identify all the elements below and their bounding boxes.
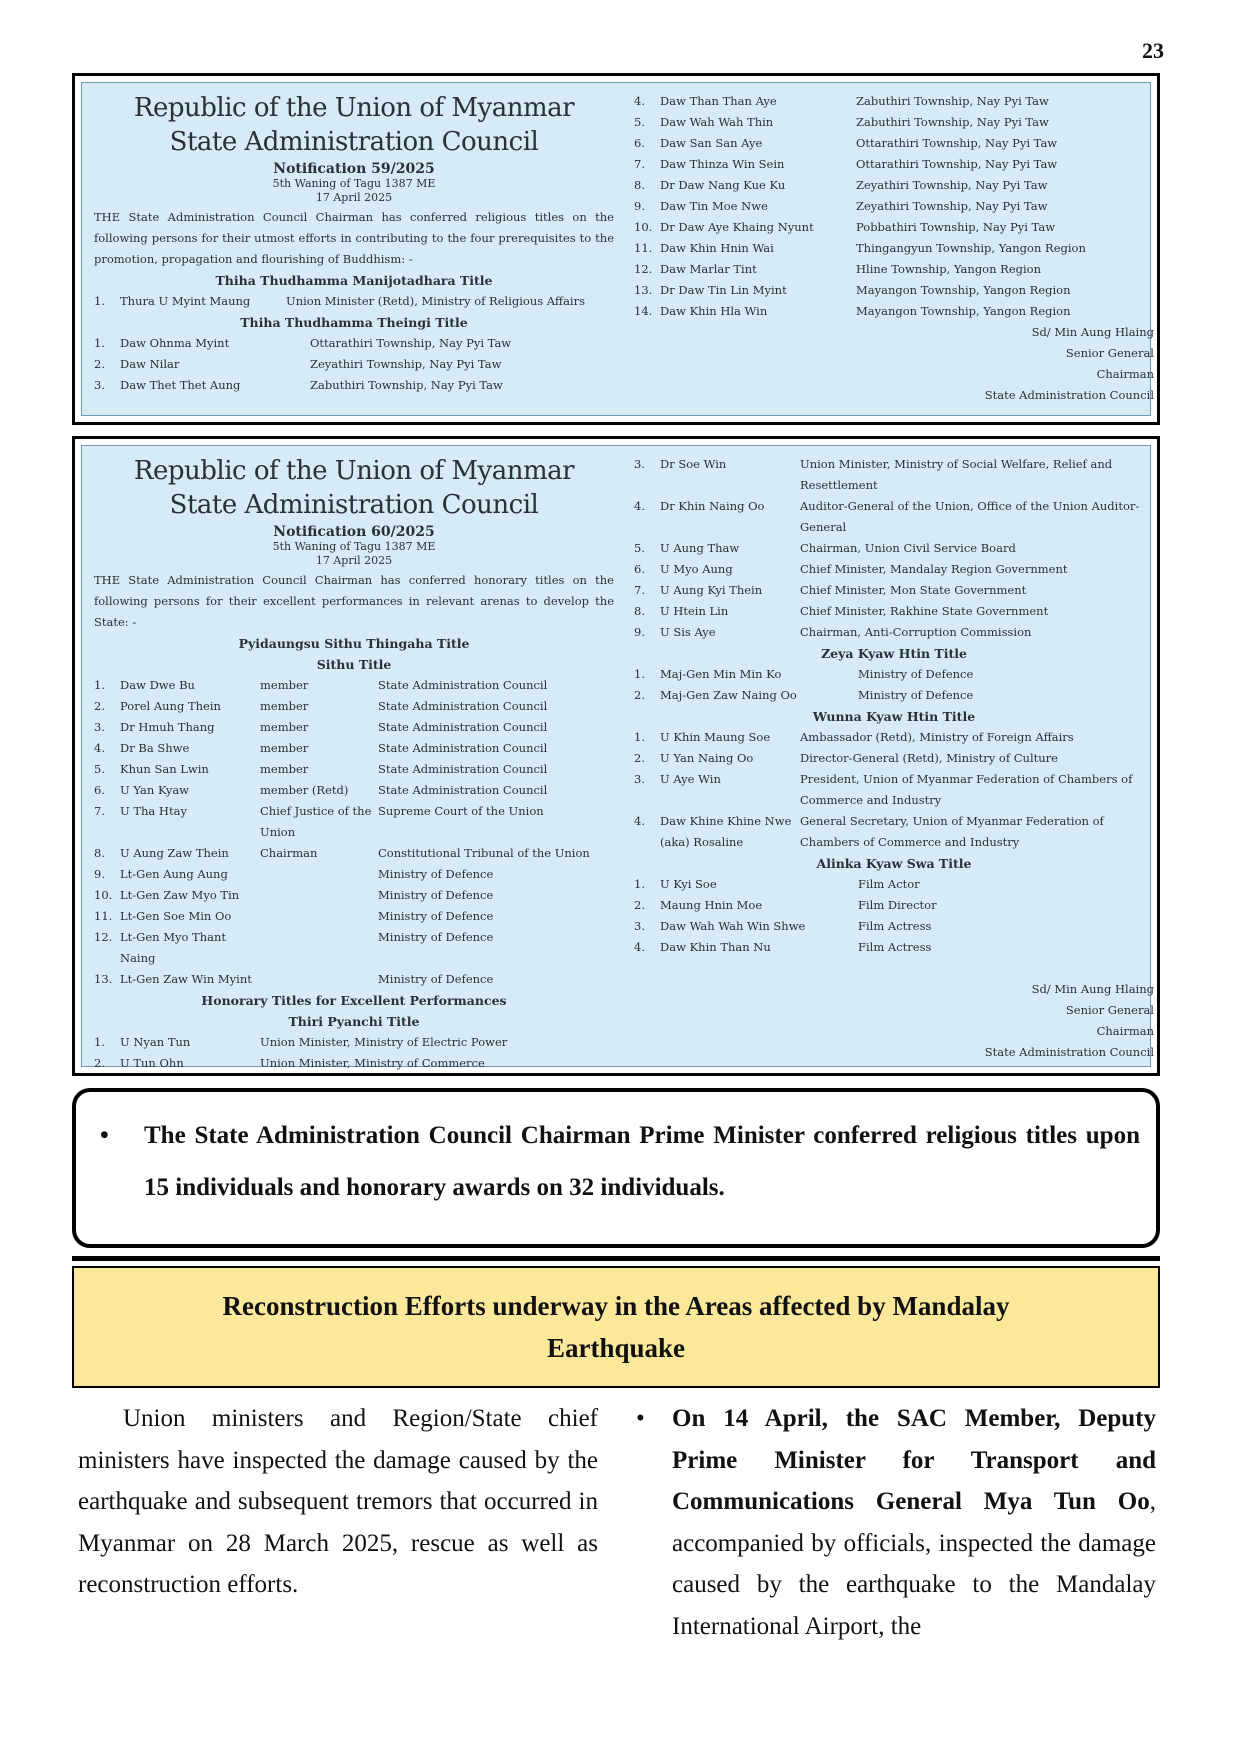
item-number: 14. [634, 304, 653, 318]
list-item [94, 969, 614, 990]
item-name: U Aye Win [660, 772, 721, 786]
item-name: Daw Khin Hnin Wai [660, 241, 774, 255]
list-item [94, 885, 614, 906]
item-number: 3. [634, 772, 645, 786]
item-number: 2. [634, 751, 645, 765]
item-number: 13. [94, 972, 113, 986]
item-number: 1. [634, 877, 645, 891]
bullet-paragraph [672, 1398, 1156, 1647]
item-org: Chief Minister, Mon State Government [800, 583, 1027, 597]
list-item [634, 622, 1154, 643]
item-org: Ministry of Defence [378, 930, 494, 944]
item-org: Ministry of Defence [378, 888, 494, 902]
list-item [634, 238, 1154, 259]
signature-line: Sd/ Min Aung Hlaing [1031, 325, 1154, 339]
notification-60-box [72, 436, 1160, 1076]
item-number: 2. [634, 688, 645, 702]
item-name: Daw Khin Than Nu [660, 940, 771, 954]
list-item [94, 1032, 614, 1053]
signature-line: State Administration Council [984, 388, 1154, 402]
item-place: Zeyathiri Township, Nay Pyi Taw [856, 199, 1048, 213]
list-item [94, 1053, 614, 1074]
title-heading: Zeya Kyaw Htin Title [821, 646, 967, 661]
item-name: U Yan Kyaw [120, 783, 190, 797]
title-heading: Sithu Title [316, 657, 392, 672]
item-name: Dr Khin Naing Oo [660, 499, 765, 513]
republic-line1: Republic of the Union of Myanmar [133, 93, 575, 123]
title-heading: Thiri Pyanchi Title [288, 1014, 420, 1029]
item-org: State Administration Council [378, 720, 548, 734]
item-org: Ministry of Defence [378, 972, 494, 986]
title-heading: Thiha Thudhamma Theingi Title [240, 315, 468, 330]
item-org: Ministry of Defence [378, 867, 494, 881]
signature-block [634, 979, 1154, 1063]
article-headline: Reconstruction Efforts underway in the Areas affected by Mandalay Earthquake [72, 1266, 1160, 1388]
item-org: Union Minister, Ministry of Electric Power [260, 1035, 508, 1049]
item-name: Daw Khin Hla Win [660, 304, 768, 318]
notification-number: Notification 60/2025 [273, 524, 435, 540]
republic-heading [94, 454, 614, 522]
item-role [260, 885, 378, 906]
signature-line: Chairman [1096, 1024, 1154, 1038]
item-number: 5. [634, 115, 645, 129]
list-item [634, 538, 1154, 559]
item-place: Ottarathiri Township, Nay Pyi Taw [856, 157, 1058, 171]
item-org: Film Director [858, 898, 937, 912]
date-gregorian: 17 April 2025 [315, 191, 393, 204]
item-number: 8. [634, 178, 645, 192]
bold-lead: On 14 April, the SAC Member, Deputy Prime Minister for Transport and Communications General Mya Tun Oo [672, 1405, 1156, 1515]
list-item [634, 133, 1154, 154]
signature-line: Senior General [1065, 346, 1154, 360]
item-place: Union Minister (Retd), Ministry of Religious Affairs [286, 294, 586, 308]
body-paragraph: Union ministers and Region/State chief ministers have inspected the damage caused by the earthquake and subsequent tremors that occurred in Myanmar on 28 March 2025, rescue as well as reconstruction efforts. [78, 1405, 598, 1598]
intro-paragraph: THE State Administration Council Chairman has conferred honorary titles on the following persons for their excellent performances in relevant arenas to develop the State: - [94, 573, 614, 629]
item-number: 3. [94, 378, 105, 392]
item-place: Ottarathiri Township, Nay Pyi Taw [310, 336, 512, 350]
paragraph-rest: , accompanied by officials, inspected the damage caused by the earthquake to the Mandalay International Airport, the [672, 1488, 1156, 1640]
list-item [634, 217, 1154, 238]
item-org: Ministry of Defence [858, 688, 974, 702]
item-number: 5. [634, 541, 645, 555]
item-org: General Secretary, Union of Myanmar Federation of Chambers of Commerce and Industry [800, 814, 1104, 849]
item-name: U Myo Aung [660, 562, 733, 576]
item-number: 3. [634, 919, 645, 933]
item-number: 6. [94, 783, 105, 797]
item-role [260, 906, 378, 927]
title-heading: Alinka Kyaw Swa Title [816, 856, 972, 871]
item-number: 11. [634, 241, 653, 255]
item-org: State Administration Council [378, 741, 548, 755]
item-place: Zabuthiri Township, Nay Pyi Taw [310, 378, 503, 392]
item-name: U Kyi Soe [660, 877, 717, 891]
item-name: Daw Tin Moe Nwe [660, 199, 768, 213]
republic-line2: State Administration Council [169, 127, 539, 157]
article-body-left [78, 1398, 598, 1606]
item-place: Zabuthiri Township, Nay Pyi Taw [856, 115, 1049, 129]
list-item [94, 354, 614, 375]
list-item [634, 916, 1154, 937]
item-number: 8. [94, 846, 105, 860]
item-org: Union Minister, Ministry of Social Welfare, Relief and Resettlement [800, 457, 1113, 492]
item-number: 13. [634, 283, 653, 297]
item-org: Union Minister, Ministry of Commerce [260, 1056, 485, 1070]
list-item [634, 601, 1154, 622]
bullet-icon: • [100, 1122, 109, 1149]
list-item [94, 906, 614, 927]
item-org: President, Union of Myanmar Federation of Chambers of Commerce and Industry [800, 772, 1133, 807]
list-item [94, 717, 614, 738]
item-name: Daw Than Than Aye [660, 94, 777, 108]
republic-line2: State Administration Council [169, 490, 539, 520]
list-item [94, 801, 614, 843]
list-item [634, 454, 1154, 496]
summary-callout [72, 1088, 1160, 1248]
item-name: Lt-Gen Myo Thant Naing [120, 930, 227, 965]
item-number: 8. [634, 604, 645, 618]
list-item [634, 496, 1154, 538]
item-number: 1. [634, 667, 645, 681]
list-item [634, 664, 1154, 685]
list-item [634, 685, 1154, 706]
list-item [94, 927, 614, 969]
item-name: Lt-Gen Zaw Win Myint [120, 972, 252, 986]
list-item [634, 727, 1154, 748]
item-org: Auditor-General of the Union, Office of the Union Auditor-General [800, 499, 1140, 534]
title-heading: Honorary Titles for Excellent Performances [201, 993, 507, 1008]
list-item [94, 738, 614, 759]
item-number: 3. [94, 720, 105, 734]
item-role: member (Retd) [260, 783, 349, 797]
item-name: Daw San San Aye [660, 136, 763, 150]
list-item [634, 748, 1154, 769]
list-item [634, 196, 1154, 217]
item-role: member [260, 678, 309, 692]
item-number: 6. [634, 562, 645, 576]
item-name: Dr Daw Aye Khaing Nyunt [660, 220, 814, 234]
item-name: Dr Hmuh Thang [120, 720, 215, 734]
notice2-left-column [94, 454, 614, 1074]
item-role: member [260, 699, 309, 713]
item-name: U Aung Kyi Thein [660, 583, 763, 597]
item-place: Zabuthiri Township, Nay Pyi Taw [856, 94, 1049, 108]
item-number: 5. [94, 762, 105, 776]
item-org: Supreme Court of the Union [378, 804, 544, 818]
item-name: Dr Daw Tin Lin Myint [660, 283, 787, 297]
item-number: 1. [634, 730, 645, 744]
item-number: 4. [634, 94, 645, 108]
date-lunar: 5th Waning of Tagu 1387 ME [272, 540, 436, 553]
list-item [634, 895, 1154, 916]
item-name: U Sis Aye [660, 625, 716, 639]
item-name: Dr Soe Win [660, 457, 727, 471]
item-place: Ottarathiri Township, Nay Pyi Taw [856, 136, 1058, 150]
article-body-right [636, 1398, 1156, 1647]
item-number: 2. [634, 898, 645, 912]
item-number: 1. [94, 336, 105, 350]
item-number: 6. [634, 136, 645, 150]
item-number: 10. [94, 888, 113, 902]
item-place: Pobbathiri Township, Nay Pyi Taw [856, 220, 1056, 234]
signature-line: Chairman [1096, 367, 1154, 381]
item-number: 4. [94, 741, 105, 755]
item-number: 11. [94, 909, 113, 923]
date-lunar: 5th Waning of Tagu 1387 ME [272, 177, 436, 190]
item-name: Daw Ohnma Myint [120, 336, 230, 350]
intro-paragraph: THE State Administration Council Chairman has conferred religious titles on the following persons for their utmost efforts in contributing to the four prerequisites to the promotion, propagation and flourishing of Buddhism: - [94, 210, 614, 266]
signature-line: Sd/ Min Aung Hlaing [1031, 982, 1154, 996]
item-org: Chairman, Union Civil Service Board [800, 541, 1016, 555]
item-name: Thura U Myint Maung [120, 294, 251, 308]
item-org: State Administration Council [378, 678, 548, 692]
item-number: 1. [94, 1035, 105, 1049]
list-item [634, 91, 1154, 112]
item-place: Mayangon Township, Yangon Region [856, 283, 1071, 297]
item-org: State Administration Council [378, 783, 548, 797]
item-number: 1. [94, 678, 105, 692]
list-item [634, 811, 1154, 853]
item-place: Mayangon Township, Yangon Region [856, 304, 1071, 318]
item-name: Daw Khine Khine Nwe (aka) Rosaline [660, 814, 792, 849]
list-item [634, 874, 1154, 895]
notice1-left-column [94, 91, 614, 396]
item-name: Dr Ba Shwe [120, 741, 190, 755]
item-org: Film Actress [858, 940, 932, 954]
item-number: 1. [94, 294, 105, 308]
item-number: 2. [94, 699, 105, 713]
item-number: 9. [94, 867, 105, 881]
item-name: Daw Marlar Tint [660, 262, 757, 276]
item-name: Lt-Gen Soe Min Oo [120, 909, 232, 923]
title-heading: Thiha Thudhamma Manijotadhara Title [215, 273, 493, 288]
item-name: Dr Daw Nang Kue Ku [660, 178, 786, 192]
item-name: U Nyan Tun [120, 1035, 191, 1049]
page-number: 23 [1142, 38, 1164, 63]
item-number: 7. [94, 804, 105, 818]
item-org: Chief Minister, Mandalay Region Government [800, 562, 1068, 576]
list-item [634, 580, 1154, 601]
item-org: Chairman, Anti-Corruption Commission [800, 625, 1032, 639]
item-number: 3. [634, 457, 645, 471]
list-item [94, 696, 614, 717]
section-divider [72, 1256, 1160, 1261]
item-name: Maung Hnin Moe [660, 898, 763, 912]
item-org: Ministry of Defence [378, 909, 494, 923]
item-number: 7. [634, 583, 645, 597]
bullet-icon: • [636, 1405, 645, 1432]
list-item [94, 333, 614, 354]
item-org: Constitutional Tribunal of the Union [378, 846, 590, 860]
item-name: U Khin Maung Soe [660, 730, 771, 744]
list-item [94, 675, 614, 696]
item-number: 4. [634, 814, 645, 828]
item-number: 2. [94, 1056, 105, 1070]
item-org: State Administration Council [378, 699, 548, 713]
notice2-right-column [634, 454, 1154, 1063]
item-number: 4. [634, 940, 645, 954]
item-name: Daw Wah Wah Thin [660, 115, 774, 129]
item-role: member [260, 720, 309, 734]
item-org: Ambassador (Retd), Ministry of Foreign Affairs [800, 730, 1074, 744]
signature-line: Senior General [1065, 1003, 1154, 1017]
item-name: Daw Nilar [120, 357, 180, 371]
item-place: Thingangyun Township, Yangon Region [856, 241, 1086, 255]
item-org: Film Actor [858, 877, 920, 891]
republic-heading [94, 91, 614, 159]
list-item [634, 769, 1154, 811]
notification-number: Notification 59/2025 [273, 161, 435, 177]
item-name: Daw Wah Wah Win Shwe [660, 919, 806, 933]
item-number: 4. [634, 499, 645, 513]
item-place: Zeyathiri Township, Nay Pyi Taw [856, 178, 1048, 192]
item-org: State Administration Council [378, 762, 548, 776]
item-org: Director-General (Retd), Ministry of Culture [800, 751, 1058, 765]
item-name: Daw Dwe Bu [120, 678, 195, 692]
signature-line: State Administration Council [984, 1045, 1154, 1059]
list-item [634, 154, 1154, 175]
signature-block [634, 322, 1154, 406]
list-item [634, 559, 1154, 580]
list-item [634, 259, 1154, 280]
callout-text: The State Administration Council Chairman Prime Minister conferred religious titles upon 15 individuals and honorary awards on 32 individuals. [144, 1122, 1140, 1201]
item-number: 9. [634, 199, 645, 213]
item-name: U Aung Thaw [660, 541, 740, 555]
list-item [634, 112, 1154, 133]
list-item [94, 759, 614, 780]
item-name: Maj-Gen Zaw Naing Oo [660, 688, 797, 702]
list-item [94, 780, 614, 801]
item-role [260, 927, 378, 969]
item-role: member [260, 762, 309, 776]
item-number: 9. [634, 625, 645, 639]
item-name: Khun San Lwin [120, 762, 209, 776]
item-name: Daw Thinza Win Sein [660, 157, 785, 171]
item-place: Zeyathiri Township, Nay Pyi Taw [310, 357, 502, 371]
item-name: Maj-Gen Min Min Ko [660, 667, 782, 681]
item-name: Porel Aung Thein [120, 699, 221, 713]
title-heading: Pyidaungsu Sithu Thingaha Title [238, 636, 470, 651]
item-org: Chief Minister, Rakhine State Government [800, 604, 1049, 618]
item-name: U Tha Htay [120, 804, 187, 818]
item-name: Daw Thet Thet Aung [120, 378, 241, 392]
item-role: Chief Justice of the Union [260, 804, 372, 839]
title-heading: Wunna Kyaw Htin Title [812, 709, 976, 724]
item-name: U Tun Ohn [120, 1056, 184, 1070]
item-role: member [260, 741, 309, 755]
list-item [634, 301, 1154, 322]
item-name: Lt-Gen Zaw Myo Tin [120, 888, 240, 902]
list-item [634, 280, 1154, 301]
list-item [634, 175, 1154, 196]
item-number: 12. [634, 262, 653, 276]
item-org: Ministry of Defence [858, 667, 974, 681]
item-role [260, 864, 378, 885]
notification-59-box [72, 73, 1160, 425]
item-role [260, 969, 378, 990]
item-name: U Htein Lin [660, 604, 729, 618]
item-number: 10. [634, 220, 653, 234]
notice1-right-column [634, 91, 1154, 406]
item-name: U Yan Naing Oo [660, 751, 754, 765]
item-place: Hline Township, Yangon Region [856, 262, 1042, 276]
date-gregorian: 17 April 2025 [315, 554, 393, 567]
item-number: 2. [94, 357, 105, 371]
list-item [634, 937, 1154, 958]
list-item [94, 864, 614, 885]
item-org: Film Actress [858, 919, 932, 933]
list-item [94, 843, 614, 864]
republic-line1: Republic of the Union of Myanmar [133, 456, 575, 486]
item-number: 12. [94, 930, 113, 944]
list-item [94, 291, 614, 312]
list-item [94, 375, 614, 396]
item-role: Chairman [260, 846, 318, 860]
item-name: U Aung Zaw Thein [120, 846, 229, 860]
item-name: Lt-Gen Aung Aung [120, 867, 228, 881]
item-number: 7. [634, 157, 645, 171]
